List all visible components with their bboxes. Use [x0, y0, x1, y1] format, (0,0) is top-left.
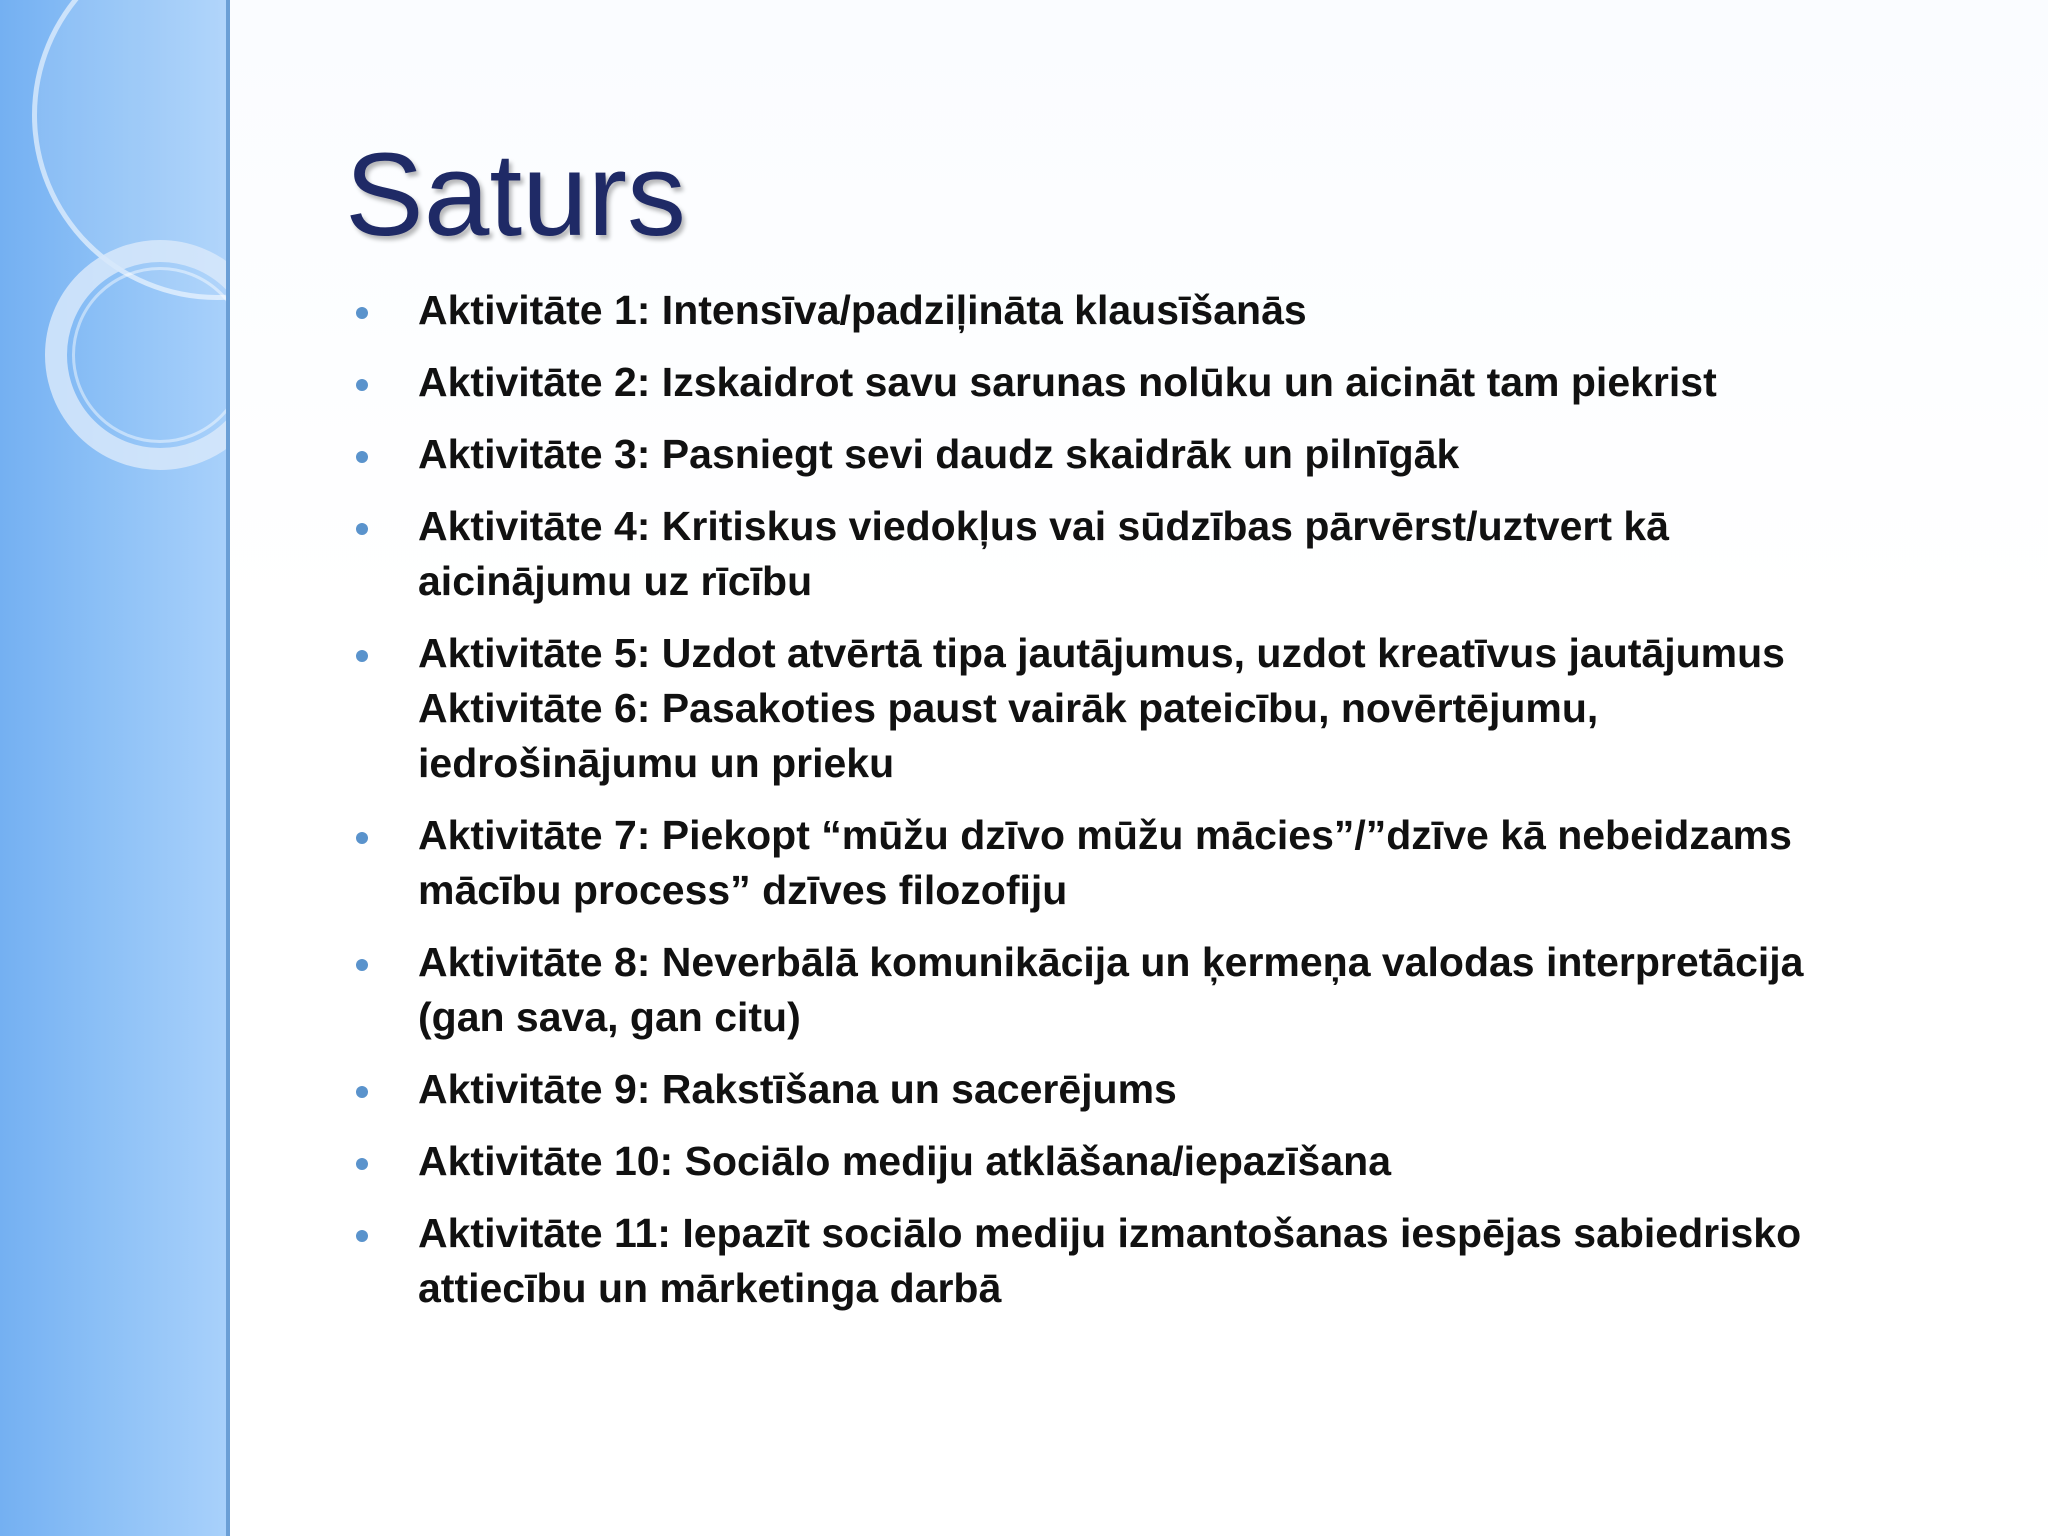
list-item-text: Aktivitāte 4: Kritiskus viedokļus vai sūdzības pārvērst/uztvert kā: [418, 503, 1669, 549]
list-item-text: Aktivitāte 7: Piekopt “mūžu dzīvo mūžu mācies”/”dzīve kā nebeidzams: [418, 812, 1792, 858]
bullet-icon: [356, 307, 368, 319]
activity-list: [350, 283, 2020, 1333]
list-item-text: Aktivitāte 5: Uzdot atvērtā tipa jautājumus, uzdot kreatīvus jautājumus: [418, 630, 1785, 676]
list-item: [350, 355, 2020, 410]
bullet-icon: [356, 451, 368, 463]
bullet-icon: [356, 1158, 368, 1170]
decorative-side-panel: [0, 0, 230, 1536]
list-item-text: Aktivitāte 1: Intensīva/padziļināta klausīšanās: [418, 287, 1307, 333]
list-item-text: Aktivitāte 6: Pasakoties paust vairāk pateicību, novērtējumu,: [418, 685, 1599, 731]
list-item: [350, 1134, 2020, 1189]
list-item: [350, 1206, 2020, 1316]
list-item: [350, 626, 2020, 791]
bullet-icon: [356, 1086, 368, 1098]
list-item-text: Aktivitāte 8: Neverbālā komunikācija un ķermeņa valodas interpretācija: [418, 939, 1804, 985]
list-item-text: Aktivitāte 11: Iepazīt sociālo mediju izmantošanas iespējas sabiedrisko: [418, 1210, 1802, 1256]
bullet-icon: [356, 832, 368, 844]
list-item: [350, 499, 2020, 609]
list-item-text: (gan sava, gan citu): [418, 994, 801, 1040]
list-item: [350, 427, 2020, 482]
list-item-text: Aktivitāte 10: Sociālo mediju atklāšana/iepazīšana: [418, 1138, 1392, 1184]
bullet-icon: [356, 959, 368, 971]
list-item-text: attiecību un mārketinga darbā: [418, 1265, 1002, 1311]
list-item-text: aicinājumu uz rīcību: [418, 558, 813, 604]
list-item-text: mācību process” dzīves filozofiju: [418, 867, 1068, 913]
bullet-icon: [356, 523, 368, 535]
list-item-text: Aktivitāte 3: Pasniegt sevi daudz skaidrāk un pilnīgāk: [418, 431, 1460, 477]
list-item: [350, 283, 2020, 338]
bullet-icon: [356, 650, 368, 662]
list-item-text: Aktivitāte 9: Rakstīšana un sacerējums: [418, 1066, 1177, 1112]
list-item: [350, 935, 2020, 1045]
bullet-icon: [356, 379, 368, 391]
slide-title: Saturs: [345, 129, 687, 261]
list-item: [350, 808, 2020, 918]
list-item-text: Aktivitāte 2: Izskaidrot savu sarunas nolūku un aicināt tam piekrist: [418, 359, 1717, 405]
bullet-icon: [356, 1230, 368, 1242]
list-item-text: iedrošinājumu un prieku: [418, 740, 895, 786]
list-item: [350, 1062, 2020, 1117]
